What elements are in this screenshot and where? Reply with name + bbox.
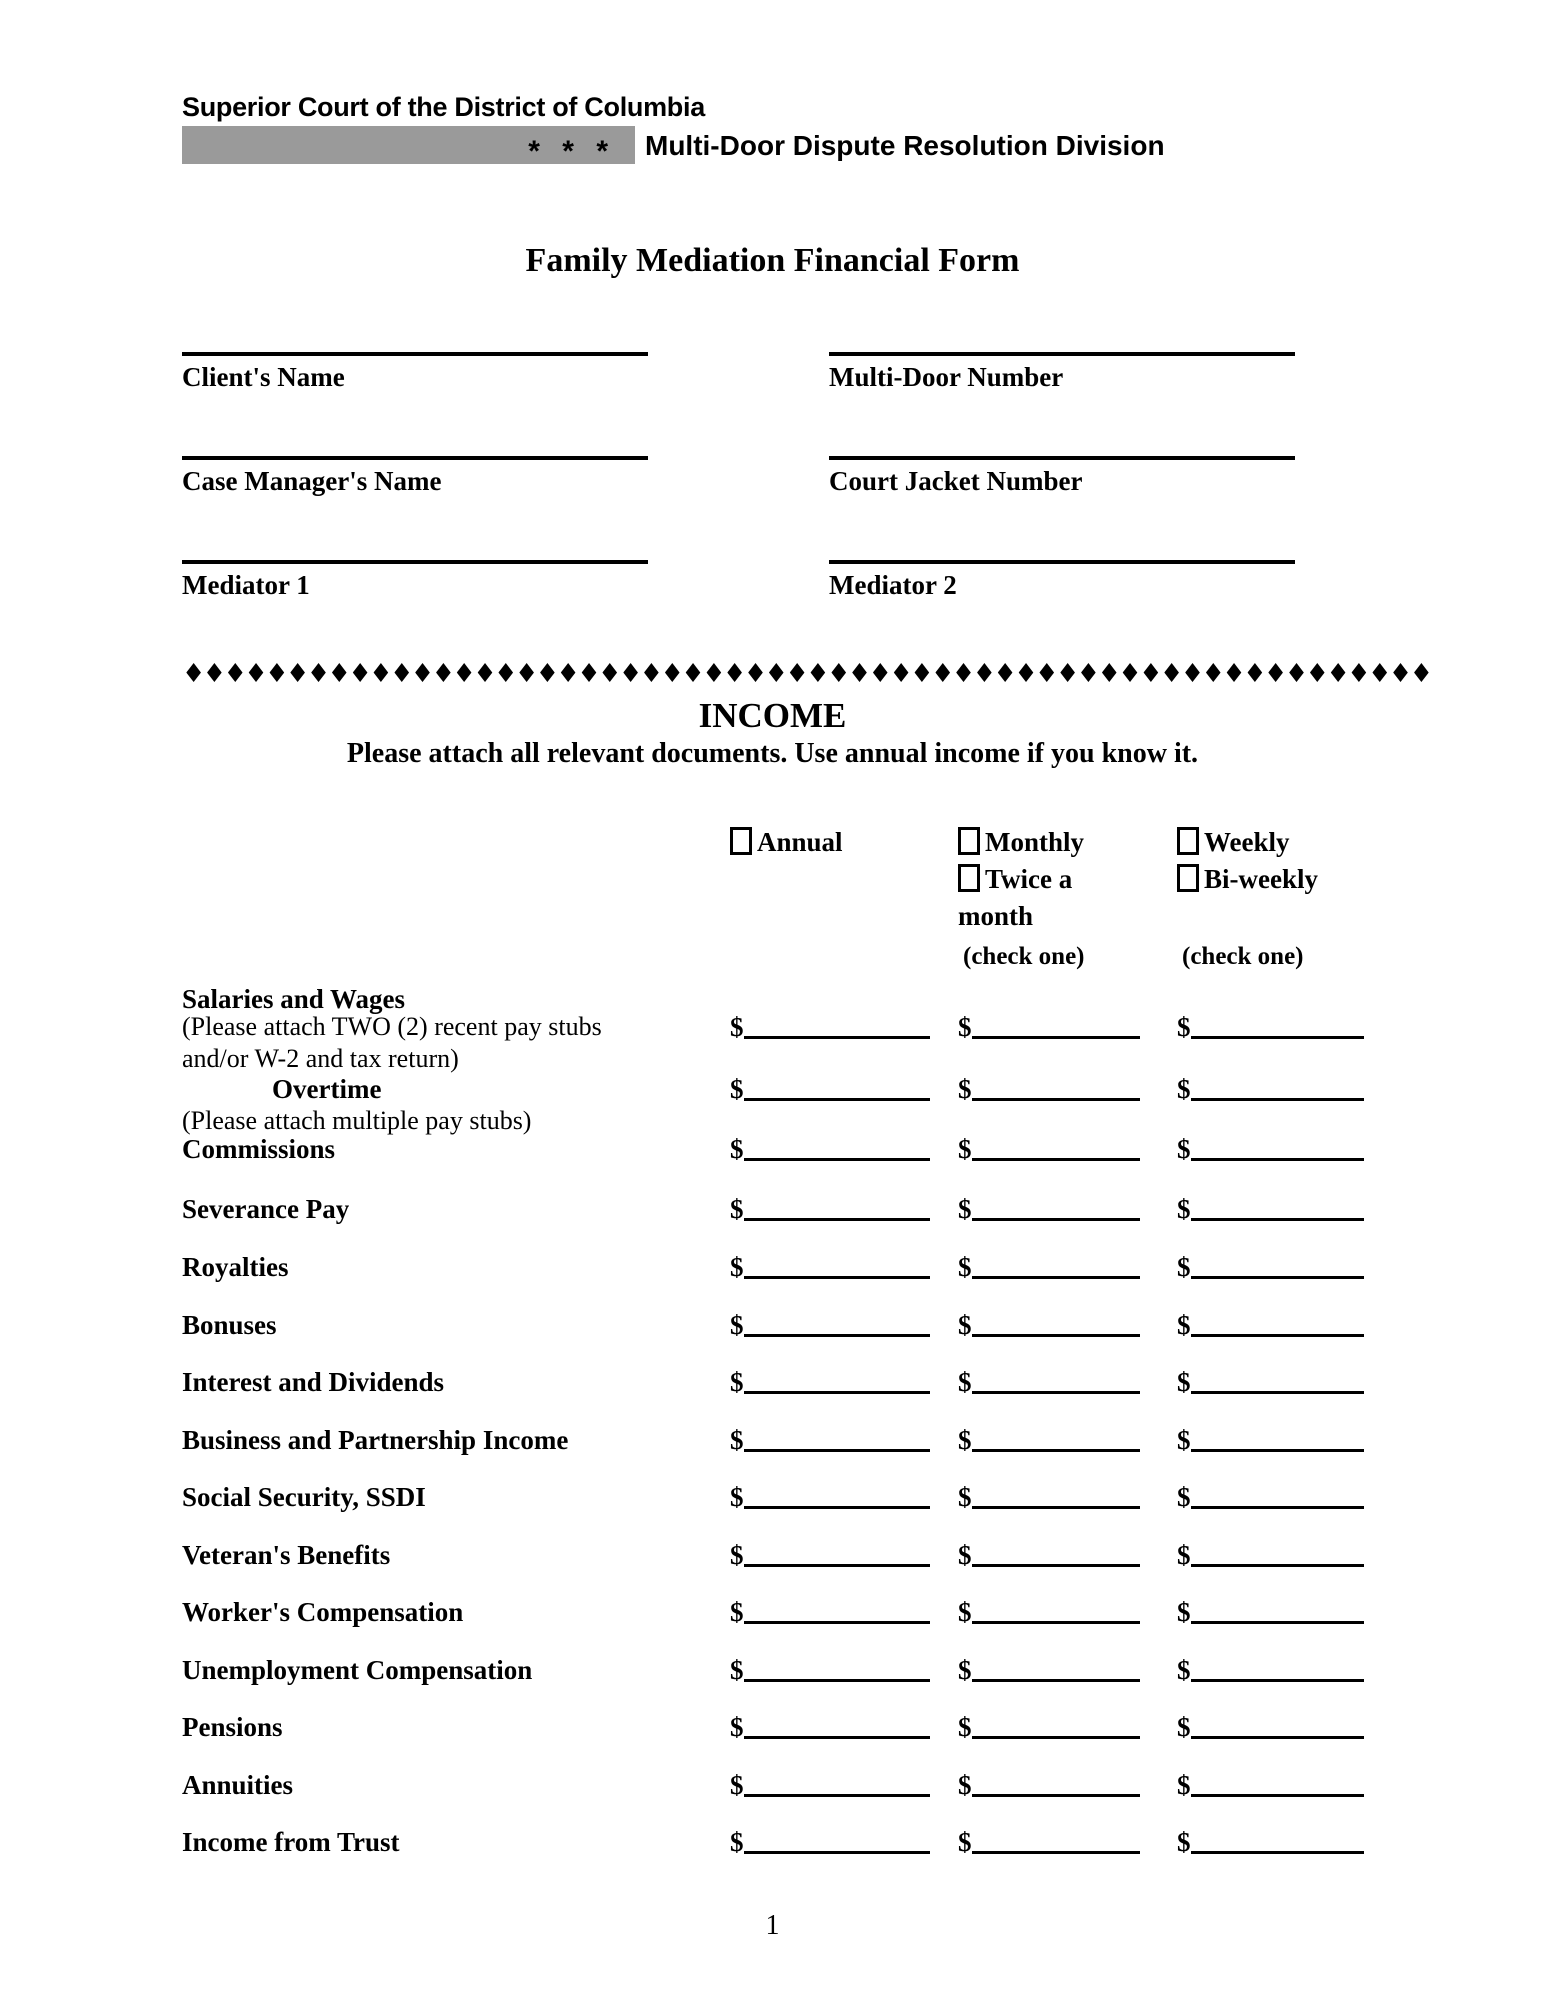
- income-row-label: Income from Trust: [182, 1827, 400, 1857]
- client-field: [182, 456, 648, 497]
- money-field-weekly: [1177, 1712, 1191, 1746]
- frequency-checkbox-monthly[interactable]: [958, 827, 980, 855]
- money-field-weekly: [1177, 1482, 1191, 1516]
- currency-symbol: $: [958, 1074, 972, 1104]
- currency-symbol: $: [730, 1074, 744, 1104]
- field-underline[interactable]: [182, 456, 648, 460]
- currency-symbol: $: [958, 1367, 972, 1397]
- money-underline[interactable]: [744, 1506, 930, 1509]
- currency-symbol: $: [958, 1194, 972, 1224]
- income-instruction: Please attach all relevant documents. Use annual income if you know it.: [346, 738, 1199, 769]
- money-underline[interactable]: [1191, 1276, 1364, 1279]
- money-underline[interactable]: [1191, 1679, 1364, 1682]
- money-field-monthly: [958, 1827, 972, 1861]
- header-stars: * * *: [528, 135, 615, 168]
- currency-symbol: $: [1177, 1134, 1191, 1164]
- money-field-monthly: [958, 1655, 972, 1689]
- money-underline[interactable]: [1191, 1391, 1364, 1394]
- money-underline[interactable]: [972, 1794, 1140, 1797]
- currency-symbol: $: [958, 1655, 972, 1685]
- frequency-checkbox-bi-weekly[interactable]: [1177, 864, 1199, 892]
- money-underline[interactable]: [972, 1098, 1140, 1101]
- currency-symbol: $: [1177, 1827, 1191, 1857]
- frequency-option: [1177, 824, 1365, 861]
- check-one-note: (check one): [963, 943, 1085, 970]
- currency-symbol: $: [730, 1827, 744, 1857]
- money-underline[interactable]: [1191, 1218, 1364, 1221]
- income-row: [0, 1827, 1545, 1869]
- money-underline[interactable]: [972, 1276, 1140, 1279]
- money-underline[interactable]: [972, 1334, 1140, 1337]
- income-row-label: and/or W-2 and tax return): [182, 1044, 459, 1073]
- money-field-annual: [730, 1074, 744, 1108]
- money-field-annual: [730, 1540, 744, 1574]
- money-field-weekly: [1177, 1655, 1191, 1689]
- currency-symbol: $: [958, 1712, 972, 1742]
- income-row-label: Salaries and Wages: [182, 984, 406, 1014]
- field-label: Mediator 2: [829, 570, 957, 600]
- money-underline[interactable]: [744, 1621, 930, 1624]
- income-row-label: Veteran's Benefits: [182, 1540, 391, 1570]
- income-row: [0, 1540, 1545, 1582]
- field-underline[interactable]: [182, 352, 648, 356]
- frequency-checkbox-annual[interactable]: [730, 827, 752, 855]
- money-underline[interactable]: [744, 1736, 930, 1739]
- page-number: 1: [765, 1910, 780, 1941]
- money-underline[interactable]: [972, 1736, 1140, 1739]
- income-row: [0, 1425, 1545, 1467]
- money-field-monthly: [958, 1074, 972, 1108]
- money-field-weekly: [1177, 1827, 1191, 1861]
- money-underline[interactable]: [1191, 1036, 1364, 1039]
- field-label: Case Manager's Name: [182, 466, 442, 496]
- income-row-label: Severance Pay: [182, 1194, 350, 1224]
- money-underline[interactable]: [972, 1679, 1140, 1682]
- money-field-weekly: [1177, 1012, 1191, 1046]
- currency-symbol: $: [1177, 1712, 1191, 1742]
- currency-symbol: $: [1177, 1367, 1191, 1397]
- money-underline[interactable]: [744, 1036, 930, 1039]
- currency-symbol: $: [730, 1712, 744, 1742]
- income-heading: INCOME: [698, 696, 847, 735]
- currency-symbol: $: [730, 1194, 744, 1224]
- money-field-weekly: [1177, 1770, 1191, 1804]
- currency-symbol: $: [730, 1597, 744, 1627]
- money-field-annual: [730, 1194, 744, 1228]
- division-name: Multi-Door Dispute Resolution Division: [645, 130, 1165, 161]
- money-field-monthly: [958, 1712, 972, 1746]
- income-row: [0, 1194, 1545, 1236]
- money-underline[interactable]: [1191, 1098, 1364, 1101]
- money-underline[interactable]: [972, 1506, 1140, 1509]
- frequency-option-label: Weekly: [1204, 827, 1290, 857]
- money-underline[interactable]: [744, 1158, 930, 1161]
- income-row: [0, 1597, 1545, 1639]
- money-field-weekly: [1177, 1074, 1191, 1108]
- field-underline[interactable]: [829, 456, 1295, 460]
- frequency-checkbox-twice-a-month[interactable]: [958, 864, 980, 892]
- frequency-option-label: Annual: [757, 827, 843, 857]
- income-row-label: Interest and Dividends: [182, 1367, 445, 1397]
- money-underline[interactable]: [972, 1621, 1140, 1624]
- money-underline[interactable]: [744, 1276, 930, 1279]
- money-field-monthly: [958, 1367, 972, 1401]
- currency-symbol: $: [730, 1367, 744, 1397]
- currency-symbol: $: [1177, 1310, 1191, 1340]
- field-label: Court Jacket Number: [829, 466, 1083, 496]
- money-field-annual: [730, 1655, 744, 1689]
- income-row-label: Commissions: [182, 1134, 336, 1164]
- money-field-annual: [730, 1425, 744, 1459]
- money-field-weekly: [1177, 1194, 1191, 1228]
- money-field-monthly: [958, 1597, 972, 1631]
- currency-symbol: $: [730, 1134, 744, 1164]
- income-row: [0, 1252, 1545, 1294]
- currency-symbol: $: [958, 1827, 972, 1857]
- income-row-label: Social Security, SSDI: [182, 1482, 426, 1512]
- currency-symbol: $: [730, 1540, 744, 1570]
- frequency-checkbox-weekly[interactable]: [1177, 827, 1199, 855]
- income-row-label: (Please attach TWO (2) recent pay stubs: [182, 1012, 602, 1041]
- money-field-weekly: [1177, 1134, 1191, 1168]
- money-field-monthly: [958, 1252, 972, 1286]
- money-field-annual: [730, 1134, 744, 1168]
- field-label: Client's Name: [182, 362, 345, 392]
- money-field-annual: [730, 1367, 744, 1401]
- money-underline[interactable]: [1191, 1736, 1364, 1739]
- frequency-option-label: Bi-weekly: [1204, 864, 1318, 894]
- form-title: Family Mediation Financial Form: [525, 242, 1020, 279]
- currency-symbol: $: [958, 1770, 972, 1800]
- money-field-annual: [730, 1827, 744, 1861]
- frequency-option: [958, 824, 1146, 861]
- field-label: Mediator 1: [182, 570, 310, 600]
- currency-symbol: $: [1177, 1074, 1191, 1104]
- money-underline[interactable]: [972, 1036, 1140, 1039]
- money-field-monthly: [958, 1134, 972, 1168]
- currency-symbol: $: [730, 1655, 744, 1685]
- frequency-option: [1177, 861, 1365, 898]
- money-field-monthly: [958, 1425, 972, 1459]
- money-underline[interactable]: [1191, 1794, 1364, 1797]
- money-underline[interactable]: [1191, 1621, 1364, 1624]
- income-row: [0, 1770, 1545, 1812]
- income-row: [0, 1134, 1545, 1176]
- field-underline[interactable]: [829, 560, 1295, 564]
- money-underline[interactable]: [744, 1449, 930, 1452]
- money-underline[interactable]: [1191, 1564, 1364, 1567]
- currency-symbol: $: [730, 1482, 744, 1512]
- currency-symbol: $: [1177, 1655, 1191, 1685]
- currency-symbol: $: [730, 1012, 744, 1042]
- money-underline[interactable]: [1191, 1158, 1364, 1161]
- currency-symbol: $: [730, 1310, 744, 1340]
- money-underline[interactable]: [972, 1851, 1140, 1854]
- money-field-monthly: [958, 1482, 972, 1516]
- income-row: [0, 1712, 1545, 1754]
- money-field-annual: [730, 1482, 744, 1516]
- money-underline[interactable]: [972, 1449, 1140, 1452]
- currency-symbol: $: [1177, 1597, 1191, 1627]
- money-underline[interactable]: [972, 1564, 1140, 1567]
- money-field-annual: [730, 1012, 744, 1046]
- income-row-label: Business and Partnership Income: [182, 1425, 569, 1455]
- money-underline[interactable]: [744, 1794, 930, 1797]
- money-field-annual: [730, 1597, 744, 1631]
- frequency-option-label: Monthly: [985, 827, 1085, 857]
- money-underline[interactable]: [1191, 1449, 1364, 1452]
- currency-symbol: $: [1177, 1012, 1191, 1042]
- frequency-column-monthly: [958, 824, 1146, 970]
- court-name: Superior Court of the District of Columbia: [182, 92, 705, 122]
- income-row: [0, 1367, 1545, 1409]
- money-field-annual: [730, 1770, 744, 1804]
- income-row-label: Unemployment Compensation: [182, 1655, 533, 1685]
- money-underline[interactable]: [744, 1564, 930, 1567]
- income-row-label: Bonuses: [182, 1310, 277, 1340]
- money-field-annual: [730, 1712, 744, 1746]
- currency-symbol: $: [730, 1770, 744, 1800]
- currency-symbol: $: [958, 1597, 972, 1627]
- check-one-note: (check one): [1182, 943, 1304, 970]
- currency-symbol: $: [958, 1310, 972, 1340]
- income-row-label: Overtime: [272, 1074, 382, 1104]
- currency-symbol: $: [1177, 1425, 1191, 1455]
- currency-symbol: $: [1177, 1770, 1191, 1800]
- income-row: [0, 1482, 1545, 1524]
- money-underline[interactable]: [1191, 1334, 1364, 1337]
- currency-symbol: $: [1177, 1540, 1191, 1570]
- field-label: Multi-Door Number: [829, 362, 1064, 392]
- money-underline[interactable]: [744, 1679, 930, 1682]
- currency-symbol: $: [1177, 1482, 1191, 1512]
- client-field: [829, 352, 1295, 393]
- money-underline[interactable]: [744, 1098, 930, 1101]
- currency-symbol: $: [1177, 1252, 1191, 1282]
- currency-symbol: $: [958, 1012, 972, 1042]
- client-field: [829, 456, 1295, 497]
- client-field: [182, 560, 648, 601]
- money-field-weekly: [1177, 1425, 1191, 1459]
- money-underline[interactable]: [1191, 1851, 1364, 1854]
- money-underline[interactable]: [972, 1158, 1140, 1161]
- money-field-annual: [730, 1310, 744, 1344]
- client-field: [829, 560, 1295, 601]
- money-underline[interactable]: [744, 1391, 930, 1394]
- currency-symbol: $: [1177, 1194, 1191, 1224]
- money-underline[interactable]: [744, 1334, 930, 1337]
- income-row-label: Pensions: [182, 1712, 283, 1742]
- field-underline[interactable]: [829, 352, 1295, 356]
- field-underline[interactable]: [182, 560, 648, 564]
- money-field-annual: [730, 1252, 744, 1286]
- money-underline[interactable]: [744, 1851, 930, 1854]
- money-field-weekly: [1177, 1310, 1191, 1344]
- money-field-monthly: [958, 1770, 972, 1804]
- money-field-monthly: [958, 1310, 972, 1344]
- money-field-monthly: [958, 1540, 972, 1574]
- currency-symbol: $: [958, 1482, 972, 1512]
- header-bar: [182, 126, 635, 168]
- money-underline[interactable]: [1191, 1506, 1364, 1509]
- frequency-column-annual: [730, 824, 912, 861]
- money-field-weekly: [1177, 1540, 1191, 1574]
- frequency-column-weekly: [1177, 824, 1365, 970]
- currency-symbol: $: [730, 1252, 744, 1282]
- money-underline[interactable]: [744, 1218, 930, 1221]
- money-field-weekly: [1177, 1252, 1191, 1286]
- money-field-weekly: [1177, 1597, 1191, 1631]
- income-row-label: Annuities: [182, 1770, 294, 1800]
- income-row-label: (Please attach multiple pay stubs): [182, 1106, 532, 1135]
- frequency-option: [958, 861, 1146, 935]
- currency-symbol: $: [730, 1425, 744, 1455]
- money-field-monthly: [958, 1012, 972, 1046]
- frequency-option: [730, 824, 912, 861]
- money-field-monthly: [958, 1194, 972, 1228]
- diamond-separator: ♦♦♦♦♦♦♦♦♦♦♦♦♦♦♦♦♦♦♦♦♦♦♦♦♦♦♦♦♦♦♦♦♦♦♦♦♦♦♦♦♦♦♦♦♦♦♦♦♦♦♦♦♦♦♦♦♦♦♦♦: [182, 659, 1431, 689]
- currency-symbol: $: [958, 1252, 972, 1282]
- money-field-weekly: [1177, 1367, 1191, 1401]
- currency-symbol: $: [958, 1425, 972, 1455]
- client-field: [182, 352, 648, 393]
- currency-symbol: $: [958, 1540, 972, 1570]
- income-row: [0, 1310, 1545, 1352]
- income-row: [0, 1655, 1545, 1697]
- money-underline[interactable]: [972, 1218, 1140, 1221]
- income-row-label: Royalties: [182, 1252, 289, 1282]
- currency-symbol: $: [958, 1134, 972, 1164]
- money-underline[interactable]: [972, 1391, 1140, 1394]
- income-row-label: Worker's Compensation: [182, 1597, 464, 1627]
- frequency-option-label: Twice a month: [958, 864, 1073, 931]
